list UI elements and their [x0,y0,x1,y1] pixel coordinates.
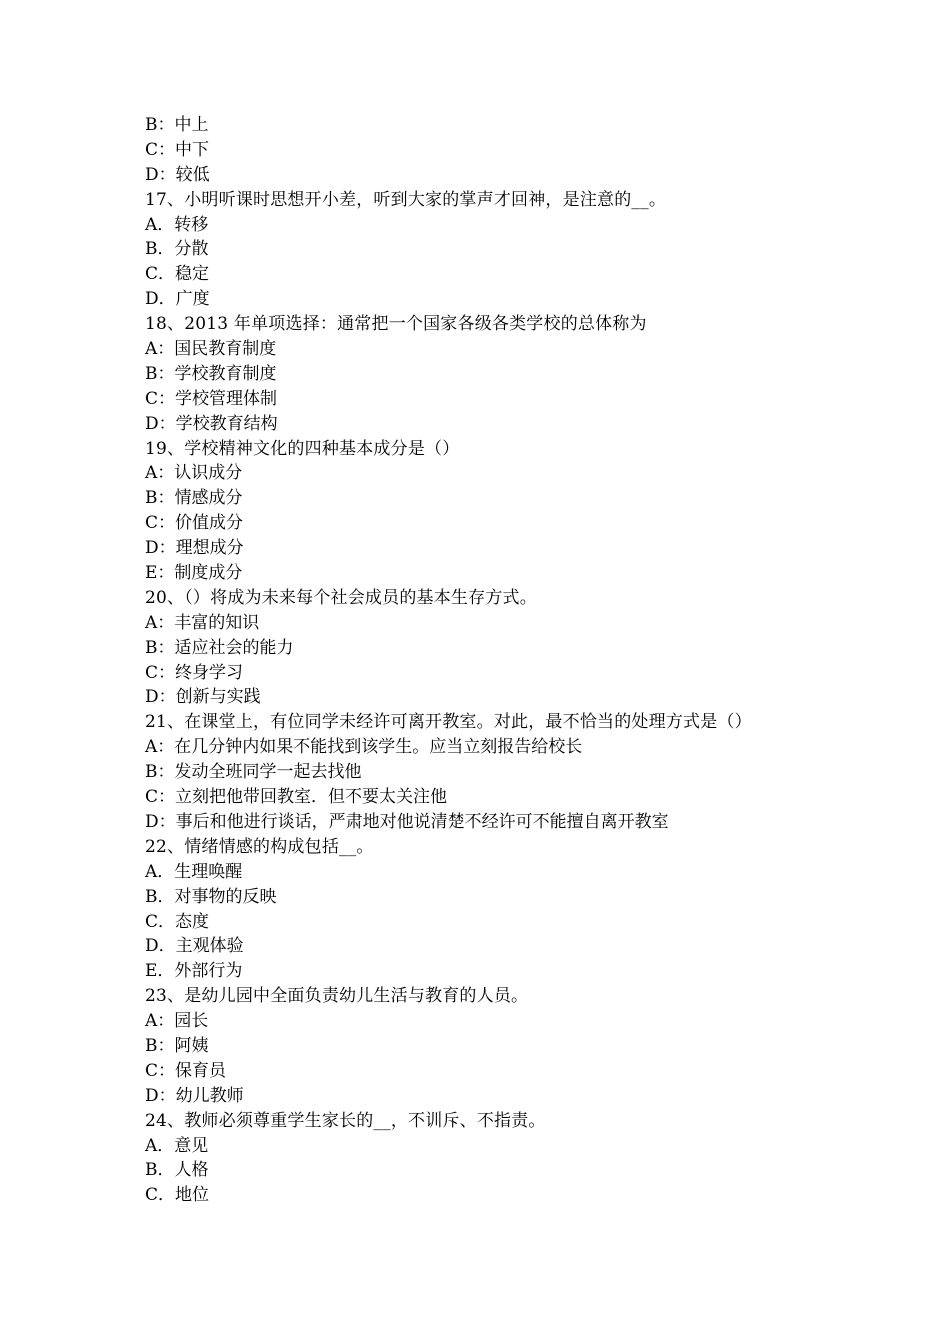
answer-option: A：丰富的知识 [145,612,260,633]
answer-option: C：终身学习 [145,662,244,683]
answer-option: A：园长 [145,1011,209,1032]
answer-option: A．意见 [145,1135,209,1156]
answer-option: D．广度 [145,289,210,310]
answer-option: B：学校教育制度 [145,363,277,384]
answer-option: C：学校管理体制 [145,388,278,409]
question-text: 23、是幼儿园中全面负责幼儿生活与教育的人员。 [145,986,529,1007]
question-text: 21、在课堂上，有位同学未经许可离开教室。对此，最不恰当的处理方式是（） [145,712,752,733]
answer-option: B：适应社会的能力 [145,637,294,658]
answer-option: B：发动全班同学一起去找他 [145,762,362,783]
answer-option: D：较低 [145,164,210,185]
answer-option: A：在几分钟内如果不能找到该学生。应当立刻报告给校长 [145,737,583,758]
answer-option: B．人格 [145,1160,209,1181]
answer-option: D：学校教育结构 [145,413,278,434]
answer-option: B．分散 [145,239,209,260]
answer-option: A．生理唤醒 [145,861,243,882]
question-text: 17、小明听课时思想开小差，听到大家的掌声才回神，是注意的__。 [145,189,667,210]
question-text: 24、教师必须尊重学生家长的__，不训斥、不指责。 [145,1110,546,1131]
answer-option: B：阿姨 [145,1035,209,1056]
answer-option: A：认识成分 [145,463,243,484]
answer-option: D：幼儿教师 [145,1085,244,1106]
document-page [145,113,845,1208]
answer-option: E．外部行为 [145,961,243,982]
answer-option: D：理想成分 [145,538,244,559]
answer-option: B：情感成分 [145,488,243,509]
answer-option: D：创新与实践 [145,687,261,708]
answer-option: C．稳定 [145,264,210,285]
answer-option: C．态度 [145,911,210,932]
answer-option: D．主观体验 [145,936,244,957]
answer-option: C：保育员 [145,1060,227,1081]
answer-option: B．对事物的反映 [145,886,277,907]
question-text: 19、学校精神文化的四种基本成分是（） [145,438,460,459]
answer-option: B：中上 [145,115,209,135]
question-text: 22、情绪情感的构成包括__。 [145,836,374,857]
answer-option: A：国民教育制度 [145,339,277,360]
question-text: 20、（）将成为未来每个社会成员的基本生存方式。 [145,587,537,608]
answer-option: C．地位 [145,1185,210,1206]
answer-option: A．转移 [145,214,209,235]
answer-option: E：制度成分 [145,563,243,584]
answer-option: C：立刻把他带回教室．但不要太关注他 [145,787,448,808]
answer-option: D：事后和他进行谈话，严肃地对他说清楚不经许可不能擅自离开教室 [145,811,669,832]
answer-option: C：价值成分 [145,513,244,534]
question-text: 18、2013 年单项选择：通常把一个国家各级各类学校的总体称为 [145,314,647,335]
answer-option: C：中下 [145,139,210,160]
